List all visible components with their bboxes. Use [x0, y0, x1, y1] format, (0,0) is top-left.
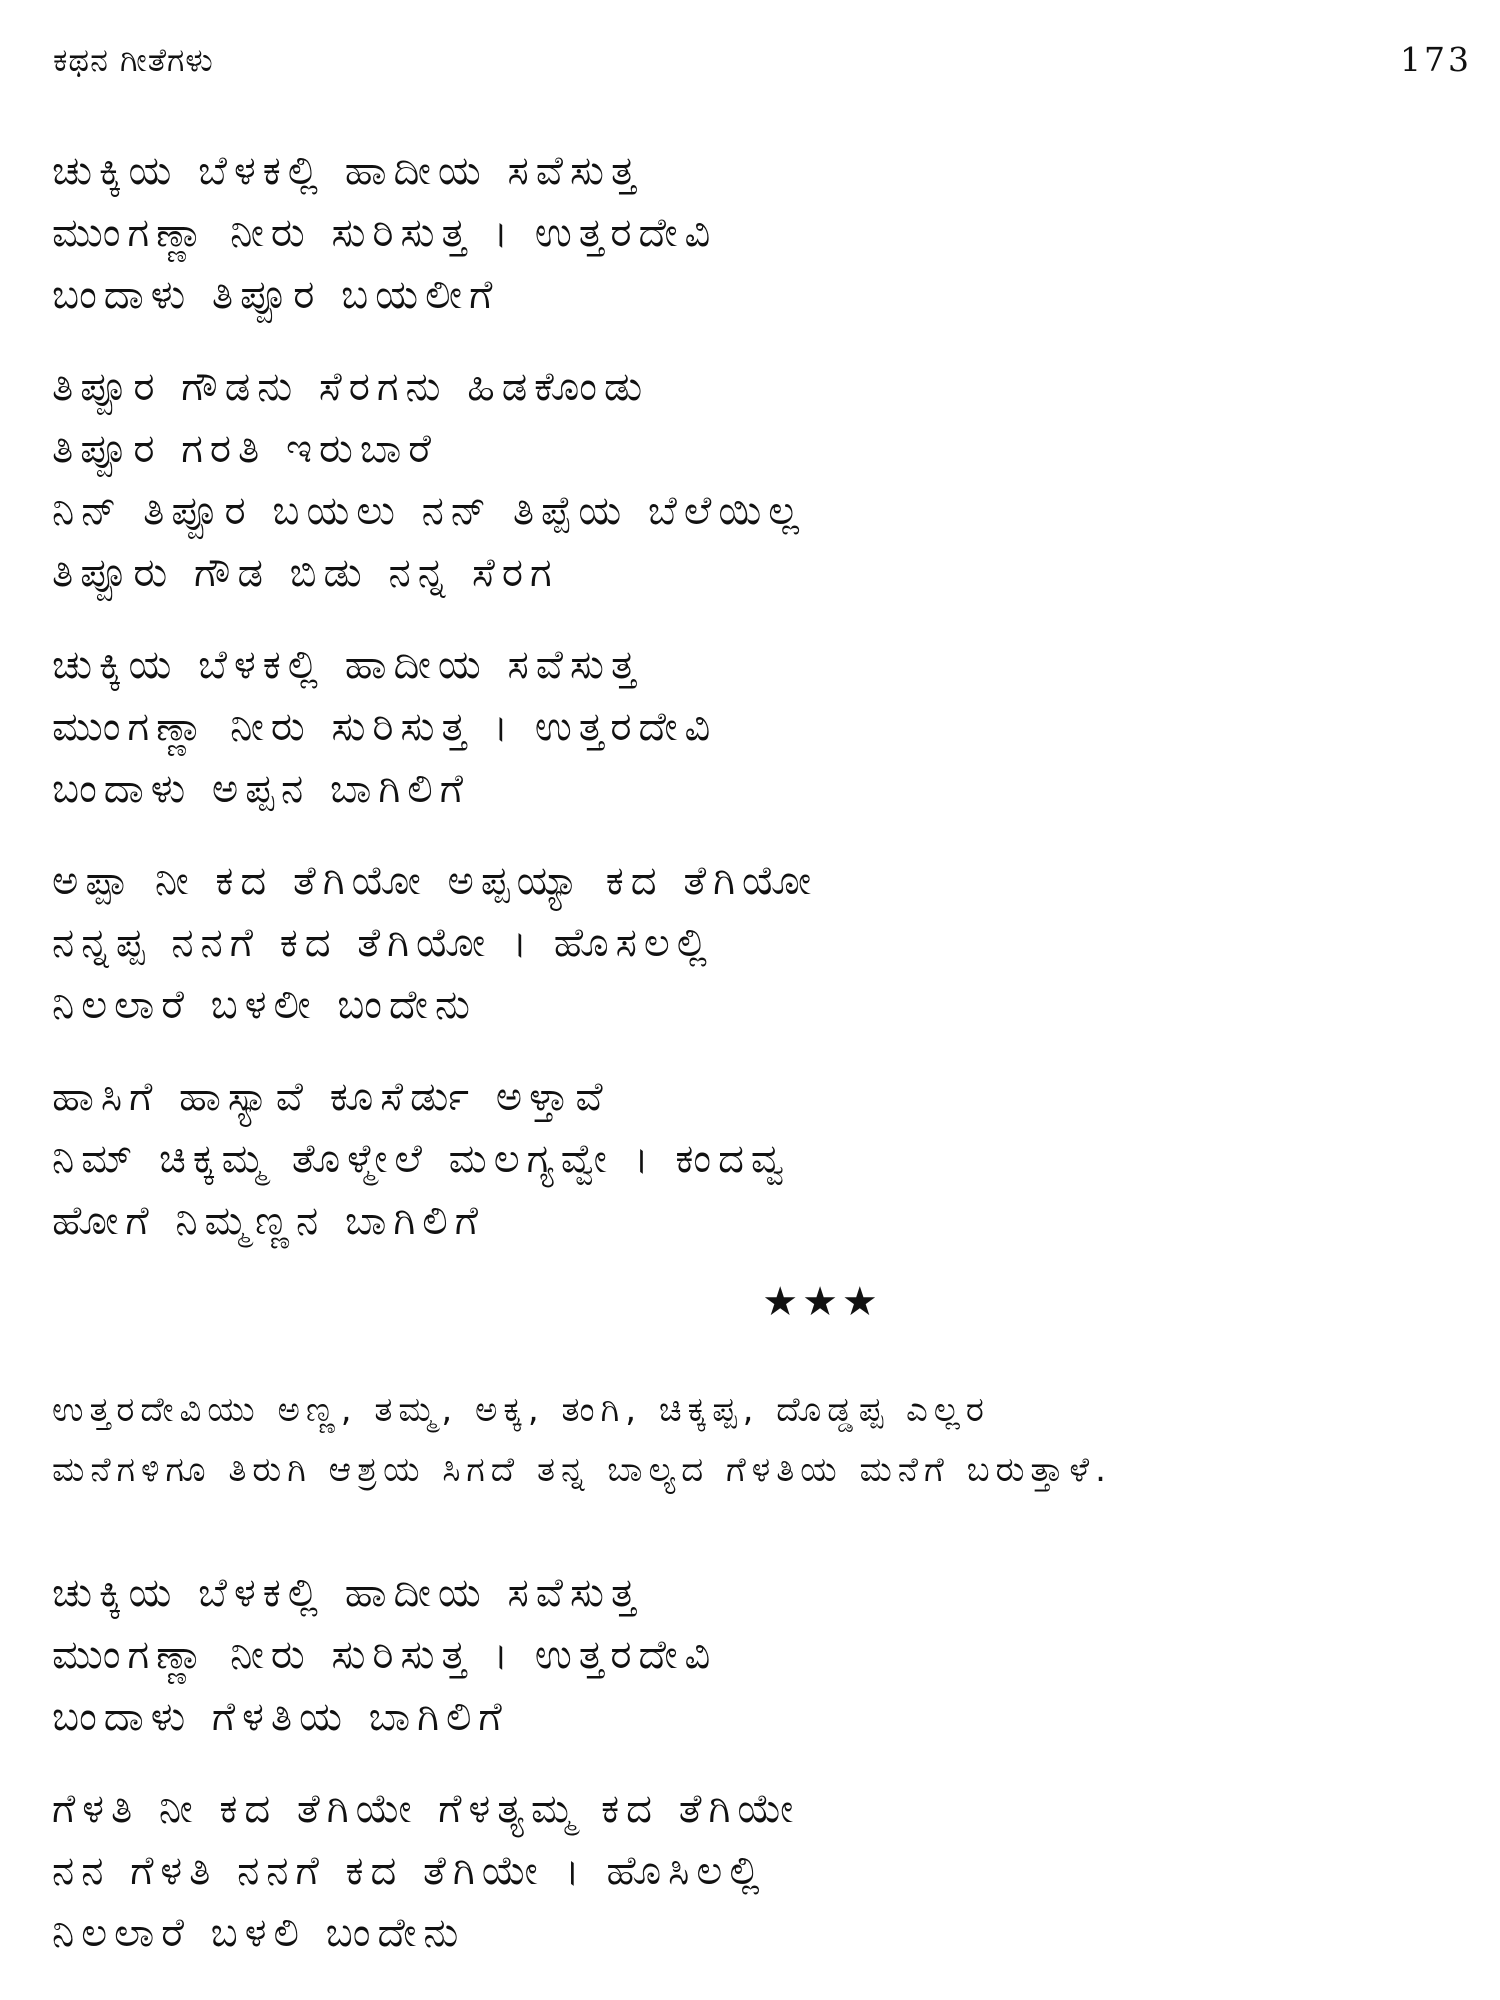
verse-line: ಬಂದಾಳು ತಿಪ್ಪೂರ ಬಯಲೀಗೆ	[52, 272, 500, 318]
running-head: ಕಥನ ಗೀತೆಗಳು	[53, 41, 214, 79]
verse-line: ಬಂದಾಳು ಅಪ್ಪನ ಬಾಗಿಲಿಗೆ	[52, 766, 470, 812]
section-divider-stars: ★★★	[762, 1279, 882, 1325]
verse-line: ತಿಪ್ಪೂರ ಗೌಡನು ಸೆರಗನು ಹಿಡಕೊಂಡು	[52, 364, 650, 410]
verse-line: ನಿನ್ ತಿಪ್ಪೂರ ಬಯಲು ನನ್ ತಿಪ್ಪೆಯ ಬೆಲೆಯಿಲ್ಲ	[52, 488, 806, 534]
stanza	[52, 850, 1472, 1036]
stanza	[52, 140, 1472, 326]
page-number: 173	[1400, 40, 1472, 79]
verse-line: ನನ ಗೆಳತಿ ನನಗೆ ಕದ ತೆಗಿಯೇ । ಹೊಸಿಲಲ್ಲಿ	[52, 1848, 767, 1894]
prose-paragraph	[52, 1380, 1472, 1500]
verse-line: ನಿಲಲಾರೆ ಬಳಲೀ ಬಂದೇನು	[52, 982, 477, 1028]
verse-line: ಚುಕ್ಕಿಯ ಬೆಳಕಲ್ಲಿ ಹಾದೀಯ ಸವೆಸುತ್ತ	[52, 148, 643, 194]
verse-line: ಮುಂಗಣ್ಣಾ ನೀರು ಸುರಿಸುತ್ತ । ಉತ್ತರದೇವಿ	[52, 210, 718, 256]
verse-line: ಬಂದಾಳು ಗೆಳತಿಯ ಬಾಗಿಲಿಗೆ	[52, 1694, 509, 1740]
verse-line: ಗೆಳತಿ ನೀ ಕದ ತೆಗಿಯೇ ಗೆಳತ್ಯಮ್ಮ ಕದ ತೆಗಿಯೇ	[52, 1786, 801, 1832]
verse-line: ಚುಕ್ಕಿಯ ಬೆಳಕಲ್ಲಿ ಹಾದೀಯ ಸವೆಸುತ್ತ	[52, 1570, 643, 1616]
stanza	[52, 1066, 1472, 1252]
verse-line: ತಿಪ್ಪೂರ ಗರತಿ ಇರುಬಾರೆ	[52, 426, 439, 472]
verse-line: ಹಾಸಿಗೆ ಹಾಸ್ಯಾವೆ ಕೂಸೆರ್ಡು ಅಳ್ತಾವೆ	[52, 1074, 610, 1120]
verse-line: ಮುಂಗಣ್ಣಾ ನೀರು ಸುರಿಸುತ್ತ । ಉತ್ತರದೇವಿ	[52, 704, 718, 750]
verse-line: ನನ್ನಪ್ಪ ನನಗೆ ಕದ ತೆಗಿಯೋ । ಹೊಸಲಲ್ಲಿ	[52, 920, 715, 966]
verse-line: ತಿಪ್ಪೂರು ಗೌಡ ಬಿಡು ನನ್ನ ಸೆರಗ	[52, 550, 559, 596]
page-content	[52, 140, 1472, 1994]
verse-line: ನಿಮ್ ಚಿಕ್ಕಮ್ಮ ತೊಳ್ಮೇಲೆ ಮಲಗ್ಯವ್ವೇ । ಕಂದವ್ವ	[52, 1136, 791, 1182]
stanza	[52, 1778, 1472, 1964]
stanza	[52, 356, 1472, 604]
verse-line: ಹೋಗೆ ನಿಮ್ಮಣ್ಣನ ಬಾಗಿಲಿಗೆ	[52, 1198, 486, 1244]
verse-line: ಚುಕ್ಕಿಯ ಬೆಳಕಲ್ಲಿ ಹಾದೀಯ ಸವೆಸುತ್ತ	[52, 642, 643, 688]
verse-line: ಮುಂಗಣ್ಣಾ ನೀರು ಸುರಿಸುತ್ತ । ಉತ್ತರದೇವಿ	[52, 1632, 718, 1678]
stanza	[52, 634, 1472, 820]
verse-line: ನಿಲಲಾರೆ ಬಳಲಿ ಬಂದೇನು	[52, 1910, 466, 1956]
prose-line: ಮನೆಗಳಿಗೂ ತಿರುಗಿ ಆಶ್ರಯ ಸಿಗದೆ ತನ್ನ ಬಾಲ್ಯದ ಗೆಳತಿಯ ಮನೆಗೆ ಬರುತ್ತಾಳೆ.	[52, 1450, 1112, 1490]
verse-line: ಅಪ್ಪಾ ನೀ ಕದ ತೆಗಿಯೋ ಅಪ್ಪಯ್ಯಾ ಕದ ತೆಗಿಯೋ	[52, 858, 819, 904]
stanza	[52, 1562, 1472, 1748]
prose-line: ಉತ್ತರದೇವಿಯು ಅಣ್ಣ, ತಮ್ಮ, ಅಕ್ಕ, ತಂಗಿ, ಚಿಕ್ಕಪ್ಪ, ದೊಡ್ಡಪ್ಪ ಎಲ್ಲರ	[52, 1390, 990, 1430]
